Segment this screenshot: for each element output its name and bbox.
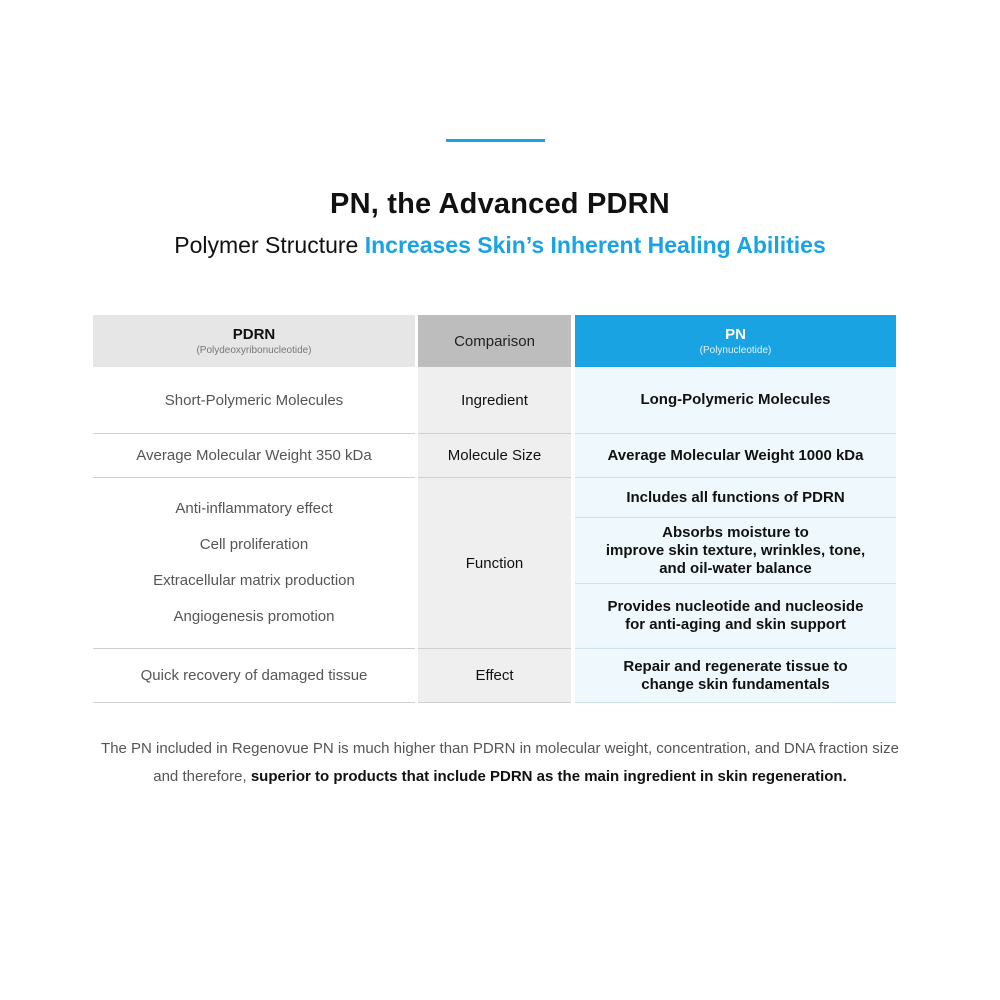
comparison-molecule-size-text: Molecule Size (447, 447, 542, 464)
comparison-ingredient-cell (418, 367, 571, 433)
comparison-ingredient-text: Ingredient (461, 391, 528, 409)
footnote (0, 735, 1000, 791)
pn-function-line: Absorbs moisture to (662, 523, 809, 541)
pn-molecule-size-text: Average Molecular Weight 1000 kDa (607, 446, 864, 464)
page-subtitle (0, 232, 1000, 259)
pn-function-line: Provides nucleotide and nucleoside (607, 598, 864, 615)
pdrn-body (93, 367, 415, 703)
pdrn-function-item: Anti-inflammatory effect (175, 500, 333, 517)
pn-function-cell-2 (575, 518, 896, 583)
pdrn-effect-text: Quick recovery of damaged tissue (140, 667, 368, 684)
pn-function-line: and oil-water balance (659, 559, 812, 577)
footnote-line-1: The PN included in Regenovue PN is much higher than PDRN in molecular weight, concentration, and DNA fraction size (101, 740, 899, 757)
pn-column (575, 315, 896, 703)
pdrn-function-item: Cell proliferation (199, 536, 309, 553)
pn-ingredient-text: Long-Polymeric Molecules (640, 391, 831, 408)
row-divider (575, 702, 896, 703)
pdrn-effect-cell (93, 649, 415, 702)
pn-effect-line: change skin fundamentals (641, 675, 830, 693)
pn-molecule-size-cell (575, 434, 896, 477)
pdrn-header-sub: (Polydeoxyribonucleotide) (196, 345, 312, 356)
pn-function-line: improve skin texture, wrinkles, tone, (605, 541, 866, 559)
comparison-header-label: Comparison (454, 332, 535, 350)
pn-body (575, 367, 896, 703)
comparison-function-text: Function (465, 554, 524, 572)
pn-header-sub: (Polynucleotide) (699, 345, 772, 356)
pn-function-line: Includes all functions of PDRN (626, 488, 845, 506)
row-divider (418, 702, 571, 703)
pn-header-label: PN (725, 326, 746, 343)
comparison-effect-text: Effect (475, 667, 514, 684)
pdrn-molecule-size-text: Average Molecular Weight 350 kDa (136, 447, 372, 464)
pdrn-function-item: Extracellular matrix production (153, 572, 355, 589)
comparison-body (418, 367, 571, 703)
footnote-line-2-strong: superior to products that include PDRN as the main ingredient in skin regeneration. (250, 768, 847, 785)
pdrn-function-cell (93, 478, 415, 648)
pdrn-header (93, 315, 415, 367)
pn-ingredient-cell (575, 367, 896, 433)
comparison-function-cell (418, 478, 571, 648)
pn-function-line: for anti-aging and skin support (625, 616, 846, 633)
pdrn-molecule-size-cell (93, 434, 415, 477)
footnote-line-2-plain: and therefore, (153, 768, 251, 785)
pn-effect-line: Repair and regenerate tissue to (623, 657, 848, 675)
comparison-table (93, 315, 896, 703)
pn-function-cell-3 (575, 584, 896, 648)
page-title: PN, the Advanced PDRN (330, 188, 670, 220)
comparison-effect-cell (418, 649, 571, 702)
comparison-molecule-size-cell (418, 434, 571, 477)
pn-effect-cell (575, 649, 896, 702)
pdrn-column (93, 315, 415, 703)
subtitle-highlight: Increases Skin’s Inherent Healing Abilities (364, 232, 826, 258)
subtitle-plain: Polymer Structure (174, 232, 365, 258)
comparison-column (418, 315, 571, 703)
pdrn-function-item: Angiogenesis promotion (173, 608, 335, 625)
row-divider (93, 702, 415, 703)
pdrn-header-label: PDRN (232, 326, 276, 343)
accent-rule (446, 139, 545, 142)
pn-header (575, 315, 896, 367)
pn-function-cell-1 (575, 478, 896, 517)
pdrn-ingredient-text: Short-Polymeric Molecules (164, 391, 344, 409)
comparison-header (418, 315, 571, 367)
pdrn-ingredient-cell (93, 367, 415, 433)
footnote-line-2 (0, 763, 1000, 791)
